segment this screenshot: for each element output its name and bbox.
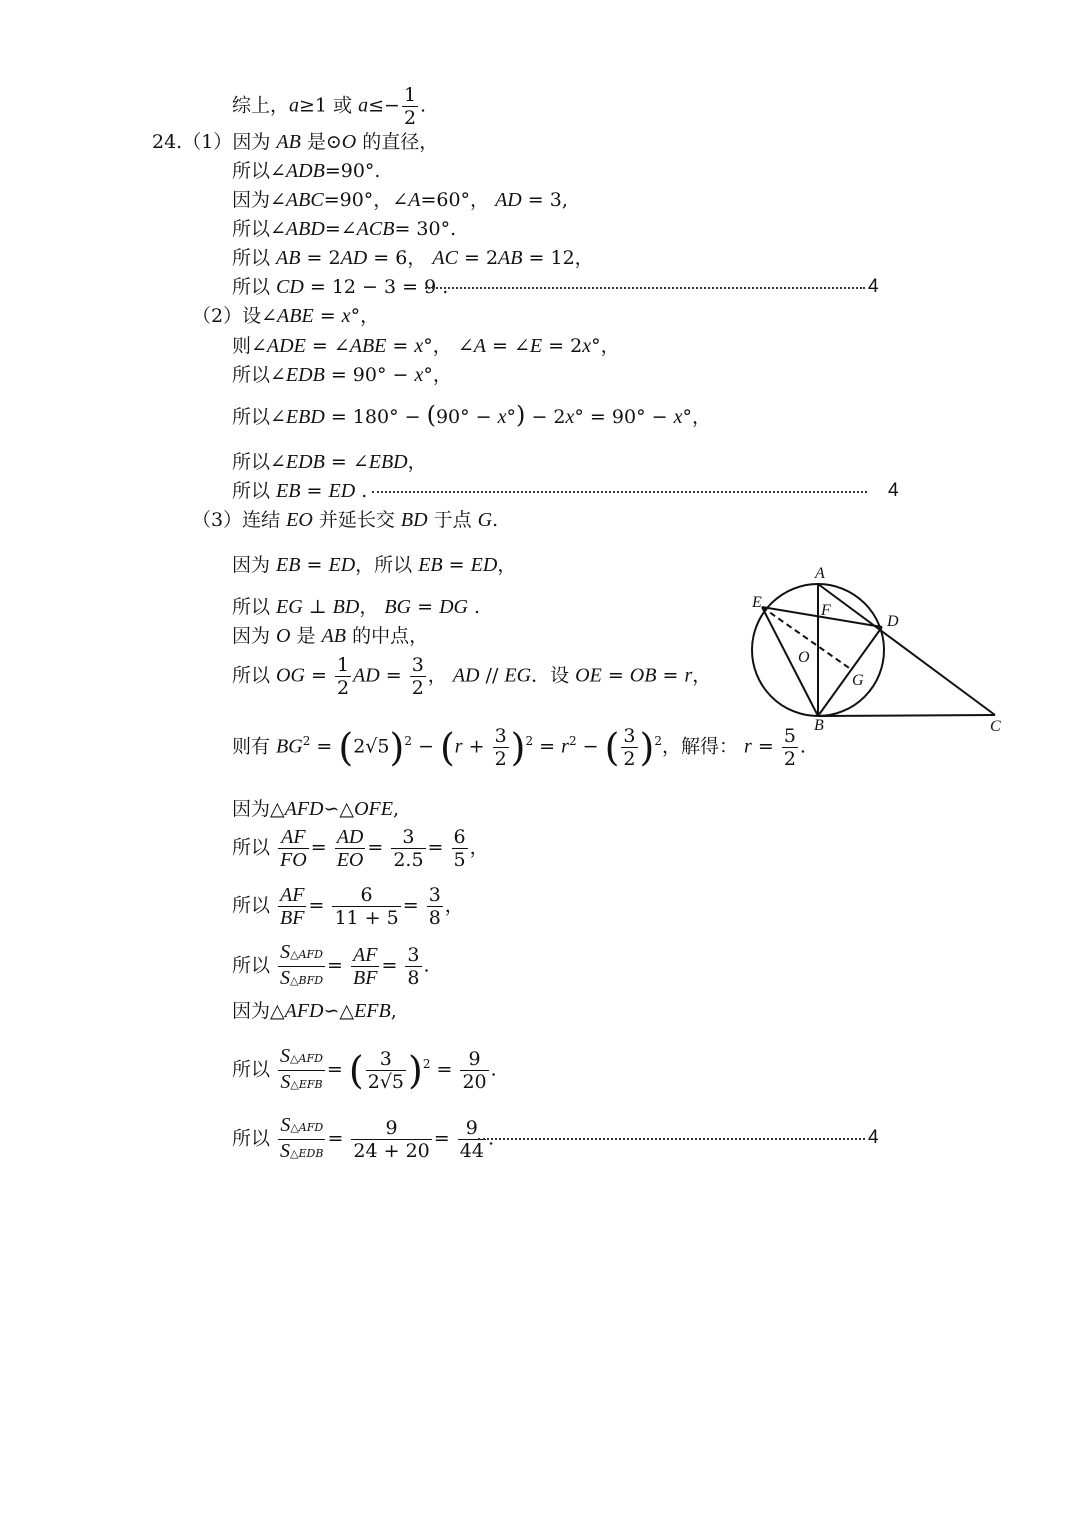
segment-bd [818, 627, 882, 716]
p3-line-1: （3）连结 EO 并延长交 BD 于点 G. [192, 509, 499, 531]
p3-line-9: 所以 $\frac{AF}{BF}$ = $\frac{6}{11 + 5}$ = $\frac{3}{8}$ ， [232, 884, 464, 929]
p2-line-6: 所以 EB = ED . [232, 480, 368, 502]
segment-bc [818, 715, 995, 716]
p2-line-1: （2）设∠ABE = x°， [192, 305, 380, 327]
label-e: E [752, 594, 762, 611]
label-d: D [887, 613, 899, 630]
label-f: F [821, 602, 831, 619]
label-b: B [814, 717, 824, 734]
p1-line-6: 所以 CD = 12 − 3 = 9 . [232, 276, 449, 298]
p3-line-11: 因为△AFD∽△EFB, [232, 1000, 397, 1022]
p3-line-2: 因为 EB = ED，所以 EB = ED， [232, 554, 517, 576]
p1-line-3: 因为∠ABC=90°，∠A=60°， AD = 3, [232, 189, 568, 211]
p2-line-4: 所以∠EBD = 180° − (90° − x°) − 2x° = 90° − x°， [232, 401, 711, 429]
score-leader-3 [478, 1138, 865, 1140]
p3-line-12: 所以 $\frac{\text{S△AFD}}{\text{S△EFB}}$ = ( $\frac{3}{2√5}$ )$^2$ = $\frac{9}{20}$ . [232, 1045, 497, 1093]
p1-line-4: 所以∠ABD=∠ACB= 30°. [232, 218, 457, 240]
p3-line-7: 因为△AFD∽△OFE, [232, 798, 399, 820]
label-o: O [798, 649, 810, 666]
p2-line-3: 所以∠EDB = 90° − x°， [232, 364, 452, 386]
p3-line-3: 所以 EG ⊥ BD， BG = DG . [232, 596, 481, 618]
p3-line-8: 所以 $\frac{AF}{FO}$ = $\frac{AD}{EO}$ = $\frac{3}{2.5}$ = $\frac{6}{5}$ ， [232, 826, 489, 871]
label-c: C [990, 718, 1001, 735]
p1-line-2: 所以∠ADB=90°. [232, 160, 381, 182]
p2-line-2: 则∠ADE = ∠ABE = x°， ∠A = ∠E = 2x°， [232, 335, 620, 357]
score-leader-1 [425, 287, 865, 289]
p3-line-10: 所以 $\frac{\text{S△AFD}}{\text{S△BFD}}$ = $\frac{AF}{BF}$ = $\frac{3}{8}$ . [232, 941, 430, 989]
score-2: 4 [888, 480, 899, 501]
p3-line-13: 所以 $\frac{\text{S△AFD}}{\text{S△EDB}}$ = $\frac{9}{24 + 20}$ = $\frac{9}{44}$ . [232, 1114, 494, 1162]
summary-line: 综上，a≥1 或 a≤− $\frac{1}{2}$ . [232, 84, 427, 129]
p3-line-5: 所以 OG = $\frac{1}{2}$ AD = $\frac{3}{2}$ ， AD // EG．设 OE = OB = r， [232, 654, 712, 699]
score-leader-2 [372, 491, 867, 493]
segment-eb [762, 607, 818, 716]
p1-line-5: 所以 AB = 2AD = 6， AC = 2AB = 12， [232, 247, 594, 269]
p2-line-5: 所以∠EDB = ∠EBD， [232, 451, 427, 473]
p3-line-4: 因为 O 是 AB 的中点， [232, 625, 429, 647]
label-a: A [815, 565, 825, 582]
score-1: 4 [868, 276, 879, 297]
p3-line-6: 则有 $BG^2 = (2√5)^2 - (r$ + $\frac{3}{2}$ )$^2 = r^2$ − ( $\frac{3}{2}$ )$^2$，解得： r = $\frac{5}{2}$ . [232, 725, 806, 770]
segment-ac [818, 584, 995, 715]
score-3: 4 [868, 1127, 879, 1148]
geometry-figure [740, 560, 1020, 745]
question-number: 24.（1）因为 AB 是⊙O 的直径， [152, 131, 439, 153]
label-g: G [852, 672, 864, 689]
